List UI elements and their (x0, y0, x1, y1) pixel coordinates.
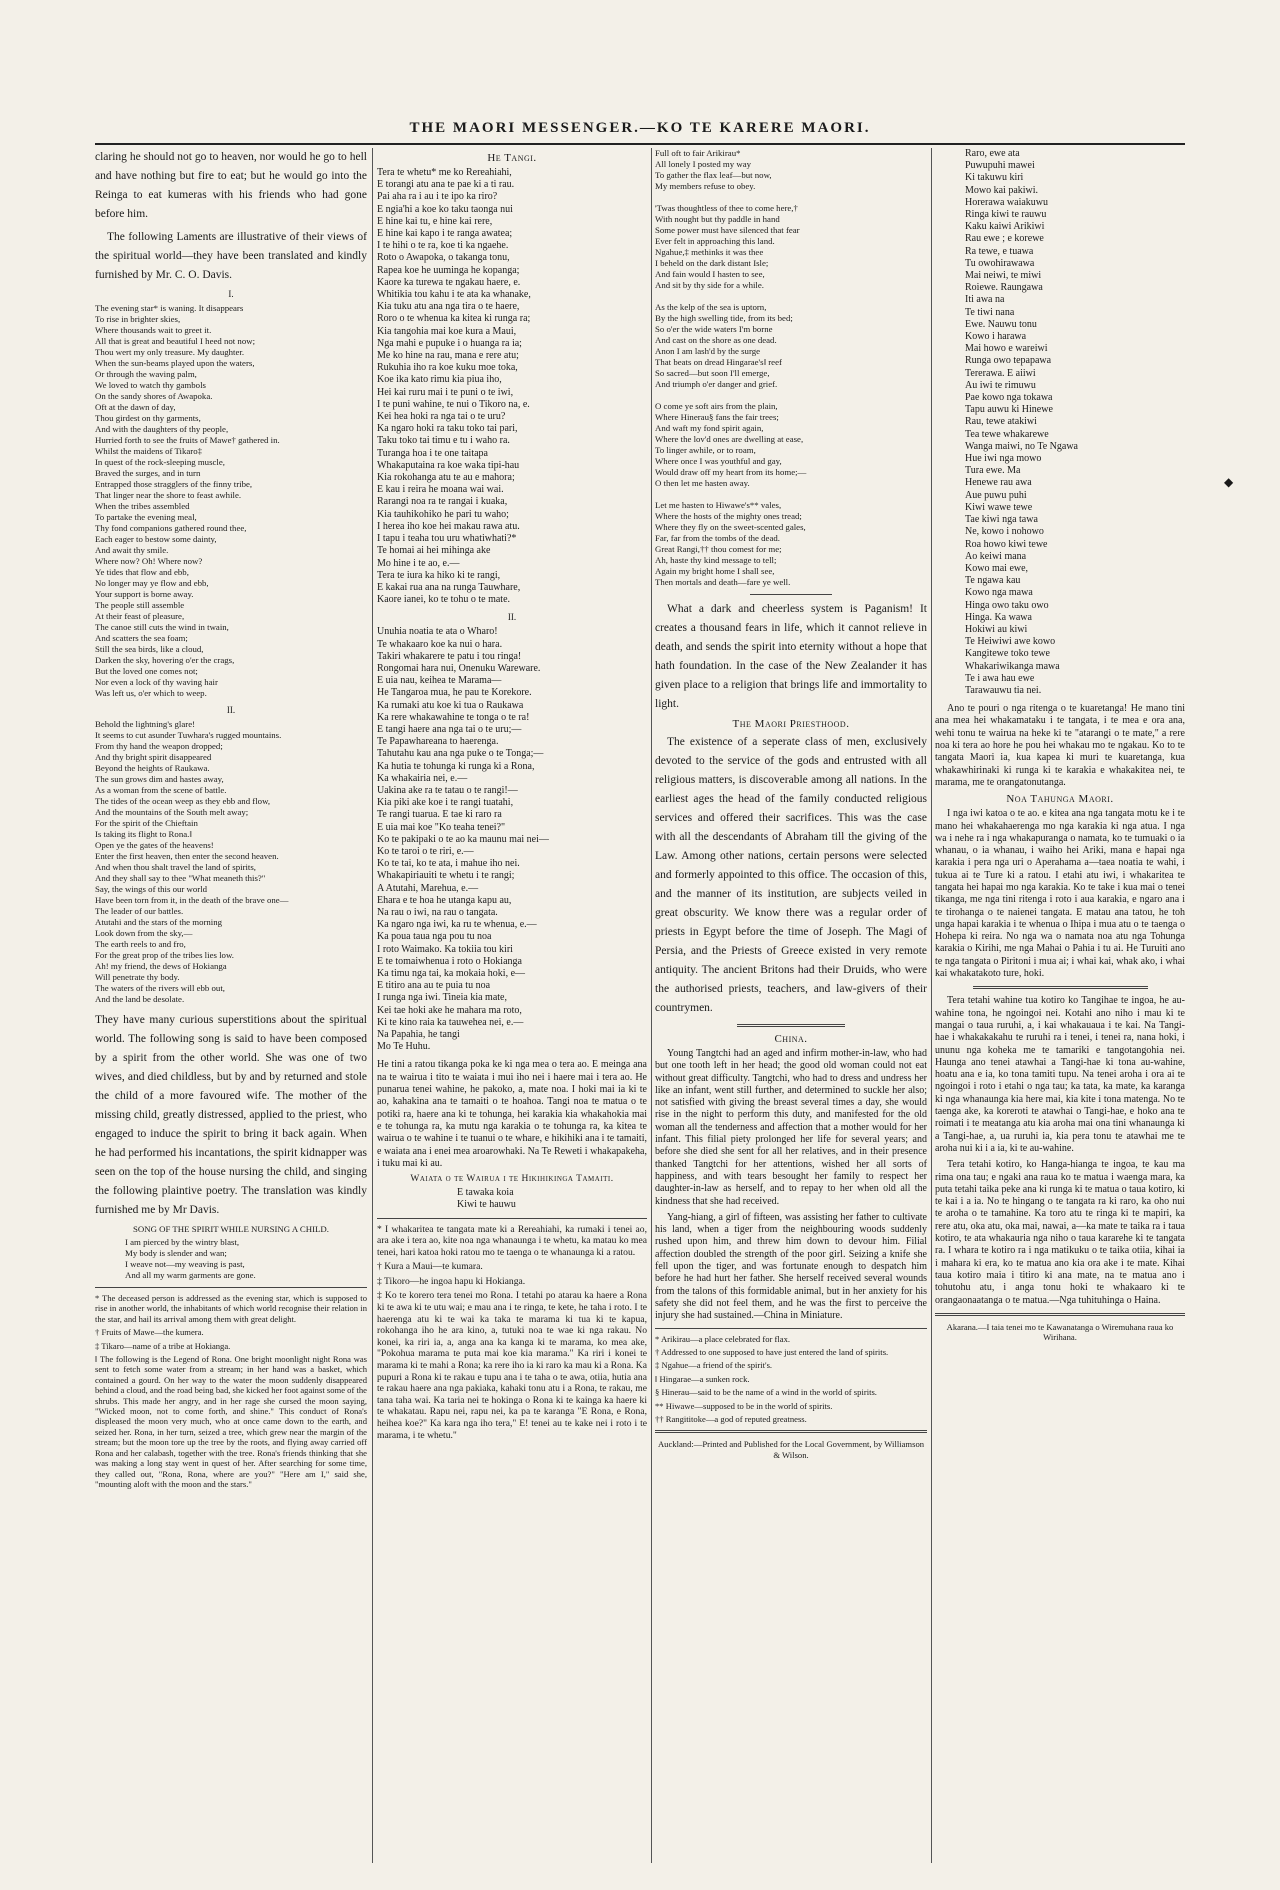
song-intro: They have many curious superstitions about the spiritual world. The following song is said to have been composed by a spirit from the other world. She was one of two wives, and died childless, but by and by returned and stole the child of a more favoured wife. The mother of the missing child, greatly distressed, applied to the priest, who engaged to induce the spirit to bring it back again. When he had performed his incantations, the spirit kidnapper was seen on the top of the house nursing the child, and singing the following plaintive poetry. The translation was kindly furnished me by Mr Davis. (95, 1014, 367, 1216)
lament-intro: The following Laments are illustrative of their views of the spiritual world—they have been translated and kindly furnished by Mr. C. O. Davis. (95, 231, 367, 281)
maori-poem-2: Unuhia noatia te ata o Wharo! Te whakaaro koe ka nui o hara. Takiri whakarere te patu i tou ringa! Rongomai hara nui, Onenuku Wareware. E uia nau, keihea te Marama— He Tangaroa mua, he pau te Korekore. Ka rumaki atu koe ki tua o Raukawa Ka rere whakawahine te tonga o te ra! E tangi haere ana nga tai o te uru;— Te Papawhareana to haerenga. Tahutahu kau ana nga puke o te Tonga;— Ka hutia te tohunga ki runga ki a Rona, Ka whakairia nei, e.— Uakina ake ra te tatau o te rangi!— Kia piki ake koe i te rangi tuatahi, Te rangi tuarua. E tae ki raro ra E uia mai koe "Ko teaha tenei?" Ko te pakipaki o te ao ka maunu mai nei— Ko te taroi o te riri, e.— Ko te tai, ko te ata, i mahue iho nei. Whakapiriauiti te whetu i te rangi; A Atutahi, Marehua, e.— Ehara e te hoa he utanga kapu au, Na rau o iwi, na rau o tangata. Ka ngaro nga iwi, ka ru te whenua, e.— Ka poua taua nga pou tu noa I roto Waimako. Ka tokiia tou kiri E te tomaiwhenua i roto o Hokianga Ka timu nga tai, ka mokaia hoki, e— E titiro ana au te puia tu noa I runga nga iwi. Tineia kia mate, Kei tae hoki ake he mahara ma roto, Ki te kino raia ka tauwehea nei, e.— Na Papahia, he tangi Mo Te Huhu. (377, 626, 549, 1053)
china-paragraph: Young Tangtchi had an aged and infirm mother-in-law, who had but one tooth left in her head; the good old woman could not eat without great difficulty. Tangtchi, who had to dress and undress her like an infant, went still further, and determined to suckle her also; not satisfied with giving the breast several times a day, she would rise in the night to perform this duty, and manifested for the old woman all the tenderness and affection that a mother would for her infant. This filial piety prolonged her life for several years; and before she died she sent for all her relatives, and in their presence thanked Tangtchi for her attentions, wished her all sorts of happiness, and with tears besought her family to respect her daughter-in-law as herself, and to repay to her when old all the kindness that she had received. (655, 1048, 927, 1207)
divider (973, 986, 1148, 989)
ornament-icon: ◆ (1224, 475, 1234, 489)
song-title: SONG OF THE SPIRIT WHILE NURSING A CHILD. (133, 1224, 329, 1234)
footnote: † Kura a Maui—te kumara. (377, 1261, 483, 1273)
article-heading: The Maori Priesthood. (732, 718, 850, 730)
column-2 (377, 148, 647, 1868)
maori-paragraph: I nga iwi katoa o te ao. e kitea ana nga tangata motu ke i te mano hei whakahaerenga mo nga karakia ki nga atua. I nga wa i nehe ra i nga whakapuranga o namata, ko te tumuaki o ia whanau, o ia whanau, i waiho hei Ariki, mana e hapai nga karakia i pera nga uri o Aperahama a—taea noatia te wahi, i tukua ai te Ture ki a ratou. I etahi atu iwi, i whakaritea te tangata hei hapai mo nga karakia. Ko te take i kua mai o tenei tikanga, me nga tini ritenga i roto i aua karakia, e ngaro ana i te tirohanga o te naienei tangata. E matau ana tatou, he toh unga hapai karakia i te whenua o Ihipa i mua atu o te taenga o Hohepa ki reira. No nga wa o namata noa atu nga Tohunga karakia o Kirihi, me nga Mahai o Pahia i tu ai. He Turuiti ano te nga tangata o Piritoni i mua ai; i whai kai, whak ako, i whai kai whakatakoto ture, hoki. (935, 808, 1185, 980)
article-heading: China. (774, 1033, 808, 1045)
spirit-poem: Full oft to fair Arikirau* All lonely I posted my way To gather the flax leaf—but now, My members refuse to obey. 'Twas thoughtless of thee to come here,† With nought but thy paddle in hand Some power must have silenced that fear Ever felt in approaching this land. Ngahue,‡ methinks it was thee I beheld on the dark distant Isle; And fain would I hasten to see, And sit by thy side for a while. As the kelp of the sea is uptorn, By the high swelling tide, from its bed; So o'er the wide waters I'm borne And cast on the shore as one dead. Anon I am lash'd by the surge That beats on dread Hingarae's‖ reef So sacred—but soon I'll emerge, And triumph o'er danger and grief. O come ye soft airs from the plain, Where Hinerau§ fans the fair trees; And waft my fond spirit again, Where the lov'd ones are dwelling at ease, To linger awhile, or to roam, Where once I was youthful and gay, Would draw off my heart from its home;— O then let me hasten away. Let me hasten to Hiwawe's** vales, Where the hosts of the mighty ones tread; Where they fly on the sweet-scented gales, Far, far from the tombs of the dead. Great Rangi,†† thou comest for me; Ah, haste thy kind message to tell; Again my bright home I shall see, Then mortals and death—fare ye well. (655, 148, 807, 587)
column-4 (935, 148, 1185, 1868)
masthead-rule (95, 143, 1185, 145)
intro-paragraph: claring he should not go to heaven, nor would he go to hell and have nothing but fire to eat; but he would go into the Reinga to eat kumeras with his friends who had gone before him. (95, 151, 367, 220)
imprint: Auckland:—Printed and Published for the Local Government, by Williamson & Wilson. (657, 1439, 925, 1460)
article-heading: He Tangi. (487, 152, 537, 164)
waiata-poem: E tawaka koia Kiwi te hauwu (457, 1187, 516, 1211)
section-number: I. (228, 289, 234, 299)
imprint-rule (935, 1313, 1185, 1316)
divider (750, 594, 832, 595)
footnote: ‖ The following is the Legend of Rona. One bright moonlight night Rona was sent to fetch some water from a stream; in her hand was a basket, which contained a gourd. On her way to the water the moon suddenly disappeared behind a cloud, and the road being bad, she kicked her foot against some of the shrubs. This made her angry, and in her rage she cursed the moon saying, "Wicked moon, not to come forth, and shine." This conduct of Rona's displeased the moon very much, who at once came down to the earth, and seized her. Rona, in her turn, seized a tree, which grew near the margin of the stream; but the moon tore up the tree by the roots, and flying away carried off Rona and her calabash, together with the tree. Rona's friends thinking that she was making a long stay went in quest of her. After searching for some time, they called out, "Rona, Rona, where are you?" "Here am I," said she, "mounting aloft with the moon and the stars." (95, 1354, 367, 1489)
footnote: ** Hiwawe—supposed to be in the world of spirits. (655, 1400, 833, 1411)
footnote-rule (95, 1287, 367, 1288)
masthead: THE MAORI MESSENGER.—KO TE KARERE MAORI. (409, 120, 871, 136)
footnote: †† Rangititoke—a god of reputed greatness. (655, 1413, 807, 1424)
footnote: ‡ Tikaro—name of a tribe at Hokianga. (95, 1340, 231, 1351)
lament-poem-1: The evening star* is waning. It disappears To rise in brighter skies, Where thousands wait to greet it. All that is great and beautiful I heed not now; Thou wert my only treasure. My daughter. When the sun-beams played upon the waters, Or through the waving palm, We loved to watch thy gambols On the sandy shores of Awapoka. Oft at the dawn of day, Thou girdest on thy garments, And with the daughters of thy people, Hurried forth to see the fruits of Mawe† gathered in. Whilst the maidens of Tikaro‡ In quest of the rock-sleeping muscle, Braved the surges, and in turn Entrapped those stragglers of the finny tribe, That linger near the shore to feast awhile. When the tribes assembled To partake the evening meal, Thy fond companions gathered round thee, Each eager to bestow some dainty, And await thy smile. Where now? Oh! Where now? Ye tides that flow and ebb, No longer may ye flow and ebb, Your support is borne away. The people still assemble At their feast of pleasure, The canoe still cuts the wind in twain, And scatters the sea foam; Still the sea birds, like a cloud, Darken the sky, hovering o'er the crags, But the loved one comes not; Nor even a lock of thy waving hair Was left us, o'er which to weep. (95, 303, 280, 698)
section-number: II. (226, 705, 236, 715)
column-1 (95, 148, 367, 1868)
paganism-paragraph: What a dark and cheerless system is Paganism! It creates a thousand fears in life, which it cannot relieve in death, and sends the spirit into eternity without a hope that hath foundation. In the case of the New Zealander it has given place to a religion that brings life and immortality to light. (655, 603, 927, 710)
footnote: † Addressed to one supposed to have just entered the land of spirits. (655, 1346, 889, 1357)
column-divider (372, 148, 373, 1863)
maori-prose: He tini a ratou tikanga poka ke ki nga mea o tera ao. E meinga ana na te wairua i tito te waiata i mui iho nei i haere mai i tera ao. He punarua tenei wahine, he pakoko, a, mate noa. I hoki mai ia ki te ao, kahakina ana te tamaiti o te hoahoa. Tangi noa te matua o te potiki ra, haere ana ki te tohunga, hei karakia kia whakahokia mai e te tohunga ra, ka mutu nga karakia o te tohunga ra, ka kitea te wairua o te wahine i te tuanui o te whare, e hikihiki ana i te tamaiti, e waiata ana i enei mea aroarowhaki. Na Te Reweti i whakapakeha, i tuku mai ki au. (377, 1059, 647, 1169)
section-number: II. (507, 612, 517, 623)
footnote-rule (655, 1328, 927, 1329)
footnote: § Hinerau—said to be the name of a wind in the world of spirits. (655, 1387, 877, 1398)
column-3 (655, 148, 927, 1868)
footnote: ‖ Hingarae—a sunken rock. (655, 1373, 750, 1384)
maori-paragraph: Tera tetahi kotiro, ko Hanga-hianga te ingoa, te kau ma rima ona tau; e ngaki ana raua ko te matua i waenga mara, ka puta tetahi taika peke ana ki runga ki te matua o taua kotiro, ki te kai i a ia. No te hingang o te tangata ra ki raro, ka oho nui te aroha o te tamahine. Ka toro atu te ringa ki te mapiri, ka rere atu, oka atu, oka mai, nawai, a—ka mate te taika ra i taua kotiro, te ata whakauria nga niho o taua kararehe ki te tangata ra. I whara te kotiro ra i nga matikuku o te taika otiia, kihai ia i mahara ki era, ko te matua ano kia ora ake i te mate. Kihai taua kotiro maia i titiro ki ana mate, na te matua ano i tohutohu atu, i anga tonu hoki te whakaaro ki te orangaonaatanga o te matua.—Nga tuhituhinga o Haina. (935, 1159, 1185, 1306)
footnote: * The deceased person is addressed as the evening star, which is supposed to rise in another world, the inhabitants of which world recognise their relation in the star, and hail its arrival among them with great delight. (95, 1293, 367, 1324)
maori-spirit-song: Raro, ewe ata Puwupuhi mawei Ki takuwu kiri Mowo kai pakiwi. Horerawa waiakuwu Ringa kiwi te rauwu Kaku kaiwi Arikiwi Rau ewe ; e korewe Ra tewe, e tuawa Tu owohirawawa Mai neiwi, te miwi Roiewe. Raungawa Iti awa na Te tiwi nana Ewe. Nauwu tonu Kowo i harawa Mai howo e wareiwi Runga owo tepapawa Tererawa. E aiiwi Au iwi te rimuwu Pae kowo nga tokawa Tapu auwu ki Hinewe Rau, tewe atakiwi Tea tewe whakarewe Wanga maiwi, no Te Ngawa Hue iwi nga mowo Tura ewe. Ma Henewe rau awa Aue puwu puhi Kiwi wawe tewe Tae kiwi nga tawa Ne, kowo i nohowo Roa howo kiwi tewe Ao keiwi mana Kowo mai ewe, Te ngawa kau Kowo nga mawa Hinga owo taku owo Hinga. Ka wawa Hokiwi au kiwi Te Heiwiwi awe kowo Kangitewe toko tewe Whakariwikanga mawa Te i awa hau ewe Tarawauwu tia nei. (965, 148, 1078, 696)
maori-paragraph: Ano te pouri o nga ritenga o te kuaretanga! He mano tini ana mea hei whakamataku i te tangata, i te mea e ora ana, wehi tonu te wairua na heke ki te "atarangi o te mate," a rere noa ki tera ao hore he pou hei whakau mo te ngakau. Ko to te tangata Maori ia, kua kapea ki muri te kuaretanga, kua whakawhirinaki ki runga ki te karakia e whakakitea nei, te marama, me te orangatonutanga. (935, 703, 1185, 788)
footnote: † Fruits of Mawe—the kumera. (95, 1327, 204, 1338)
imprint-rule (655, 1430, 927, 1433)
column-divider (931, 148, 932, 1863)
footnote: ‡ Ngahue—a friend of the spirit's. (655, 1360, 773, 1371)
maori-poem-1: Tera te whetu* me ko Rereahiahi, E torangi atu ana te pae ki a ti rau. Pai aha ra i au i te ipo ka riro? E ngia'hi a koe ko taku taonga nui E hine kai tu, e hine kai rere, E hine kai kapo i te ranga awatea; I te hihi o te ra, koe ti ka ngaehe. Roto o Awapoka, o takanga tonu, Rapea koe he uuminga he kopanga; Kaore ka turewa te ngakau haere, e. Whitikia tou kahu i te ata ka whanake, Kia tuku atu ana nga tira o te haere, Roro o te whenua ka kitea ki runga ra; Kia tangohia mai koe kura a Maui, Nga mahi e pupuke i o huanga ra ia; Me ko hine na rau, mana e rere atu; Rukuhia iho ra koe kuku moe toka, Koe ika kato rimu kia piua iho, Hei kai ruru mai i te puni o te iwi, I te puni wahine, te nui o Tikoro na, e. Kei hea hoki ra nga tai o te uru? Ka ngaro hoki ra taku toko tai pari, Taku toko tai timu e tu i waho ra. Turanga hoa i te one taitapa Whakaputaina ra koe waka tipi-hau Kia rokohanga atu te au e mahora; E kau i reira he moana wai wai. Rarangi noa ra te rangai i kuaka, Kia tauhikohiko he pari tu waho; I herea iho koe hei makau rawa atu. I tapu i teaha tou uru whatiwhati?* Te homai ai hei mihinga ake Mo hine i te ao, e.— Tera te iura ka hiko ki te rangi, E kakai rua ana na runga Tauwhare, Kaore ianei, ko te tohu o te mate. (377, 167, 531, 606)
column-divider (651, 148, 652, 1863)
imprint: Akarana.—I taia tenei mo te Kawanatanga o Wiremuhana raua ko Wirihana. (946, 1321, 1174, 1343)
footnote: ‡ Ko te korero tera tenei mo Rona. I tetahi po atarau ka haere a Rona ki te awa ki te utu wai; e mau ana i te ringa, te kete, he taha i roto. I te haerenga atu ki te wai ka taka te marama ki tua ki te kapua, rokohanga iho he ara kino, a, tutuki noa te wae ki nga rakau. No konei, ka riri ia, a, anga ana ka kanga ki te marama, ko mea ake, "Pokohua marama te puta mai koe kia marama." Ka riri i konei te marama ki te mahi a Rona; ka rere iho ia ki raro ka mau ki a Rona. Ka pupuri a Rona ki te rakau e tupu ana i te taha o te awa, otiia, hutia ana te rakau haere ana nga pakiaka, kahaki tonu atu i a Rona, te rakau, me tana taha wai. Ka taria nei te hokinga o Rona ki te kainga ka haere ki te whakatau. Rapu nei, rapu nei, ka pa te karanga "E Rona, e Rona, heihea koe?" Ka kara nga iho tera," E! tenei au te kake nei i roto i te marama, i te whetu." (377, 1290, 647, 1441)
article-heading: Waiata o te Wairua i te Hikihikinga Tamaiti. (410, 1174, 614, 1185)
song-poem: I am pierced by the wintry blast, My body is slender and wan; I weave not—my weaving is past, And all my warm garments are gone. (125, 1237, 256, 1280)
footnote: * I whakaritea te tangata mate ki a Rereahiahi, ka rumaki i tenei ao, ara ake i tera ao, kite noa nga whanaunga i te whetu, ka matau ko mea tenei, hari katoa hoki ratou mo te taenga o te whanaunga ki a ratou. (377, 1223, 647, 1258)
footnote: ‡ Tikoro—he ingoa hapu ki Hokianga. (377, 1275, 526, 1287)
article-heading: Noa Tahunga Maori. (1006, 793, 1114, 806)
divider (737, 1024, 846, 1027)
priesthood-paragraph: The existence of a seperate class of men, exclusively devoted to the service of the gods and entrusted with all religious matters, is discoverable among all nations. In the earliest ages the head of the family conducted religious services and offered their sacrifices. This was the case with all the descendants of Abraham till the giving of the Law. Among other nations, certain persons were selected and formerly appointed to this office. The occasion of this, and the manner of its institution, are subjects veiled in great obscurity. We know there was a regular order of priests in Egypt before the time of Joseph. The Magi of Persia, and the Priests of Greece existed in very remote antiquity. The ancient Britons had their Druids, who were the authorised priests, teachers, and law-givers of their countrymen. (655, 736, 927, 1014)
maori-paragraph: Tera tetahi wahine tua kotiro ko Tangihae te ingoa, he au-wahine tona, he ngoingoi nei. Kotahi ano niho i mau ki te mangai o taua ruruhi, a, i kai whakauaua i te kai. Na Tangi-hae i whakakakahu te ruruhi ra i tenei, i tenei ra, nana hoki, i ununu nga koheka me te tamariki e tangotangohia nei. Haunga ano tenei atawhai a Tangi-hae ki tona au-wahine, hoatu ana e ia, ko tona tamiti tupu. Na tenei aroha i ora ai te ngoingoi i roto i etahi o nga tau; ka tata, ka mate, ka karanga ki nga whanaunga kia here mai, kia kite i tona matenga. No te taenga ake, ka koreroti te atawhai o Tangi-hae, e hoko ana te roimati i te meatanga atu kia aroha mai ona tini whanaunga ki a Tangi-hae, a, ua ruruhi ia, kia pera tonu te atawhai me te aroha nui ki i a ia, ki te au-wahine. (935, 995, 1185, 1154)
china-paragraph: Yang-hiang, a girl of fifteen, was assisting her father to cultivate his land, when a tiger from the neighbouring woods suddenly rushed upon him, and threw him down to devour him. Filial affection doubled the strength of the poor girl. Seizing a knife she fell upon the tiger, and was fortunate enough to despatch him before he had hurt her father. She herself received several wounds from the talons of this formidable animal, but in her anxiety for his safety she did not feel them, and he was the first to perceive the injury she had sustained.—China in Miniature. (655, 1211, 927, 1322)
footnote-rule (377, 1218, 647, 1219)
footnote: * Arikirau—a place celebrated for flax. (655, 1333, 791, 1344)
lament-poem-2: Behold the lightning's glare! It seems to cut asunder Tuwhara's rugged mountains. From thy hand the weapon dropped; And thy bright spirit disappeared Beyond the heights of Raukawa. The sun grows dim and hastes away, As a woman from the scene of battle. The tides of the ocean weep as they ebb and flow, And the mountains of the South melt away; For the spirit of the Chieftain Is taking its flight to Rona.‖ Open ye the gates of the heavens! Enter the first heaven, then enter the second heaven. And when thou shalt travel the land of spirits, And they shall say to thee "What meaneth this?" Say, the wings of this our world Have been torn from it, in the death of the brave one— The leader of our battles. Atutahi and the stars of the morning Look down from the sky,— The earth reels to and fro, For the great prop of the tribes lies low. Ah! my friend, the dews of Hokianga Will penetrate thy body. The waters of the rivers will ebb out, And the land be desolate. (95, 719, 289, 1004)
